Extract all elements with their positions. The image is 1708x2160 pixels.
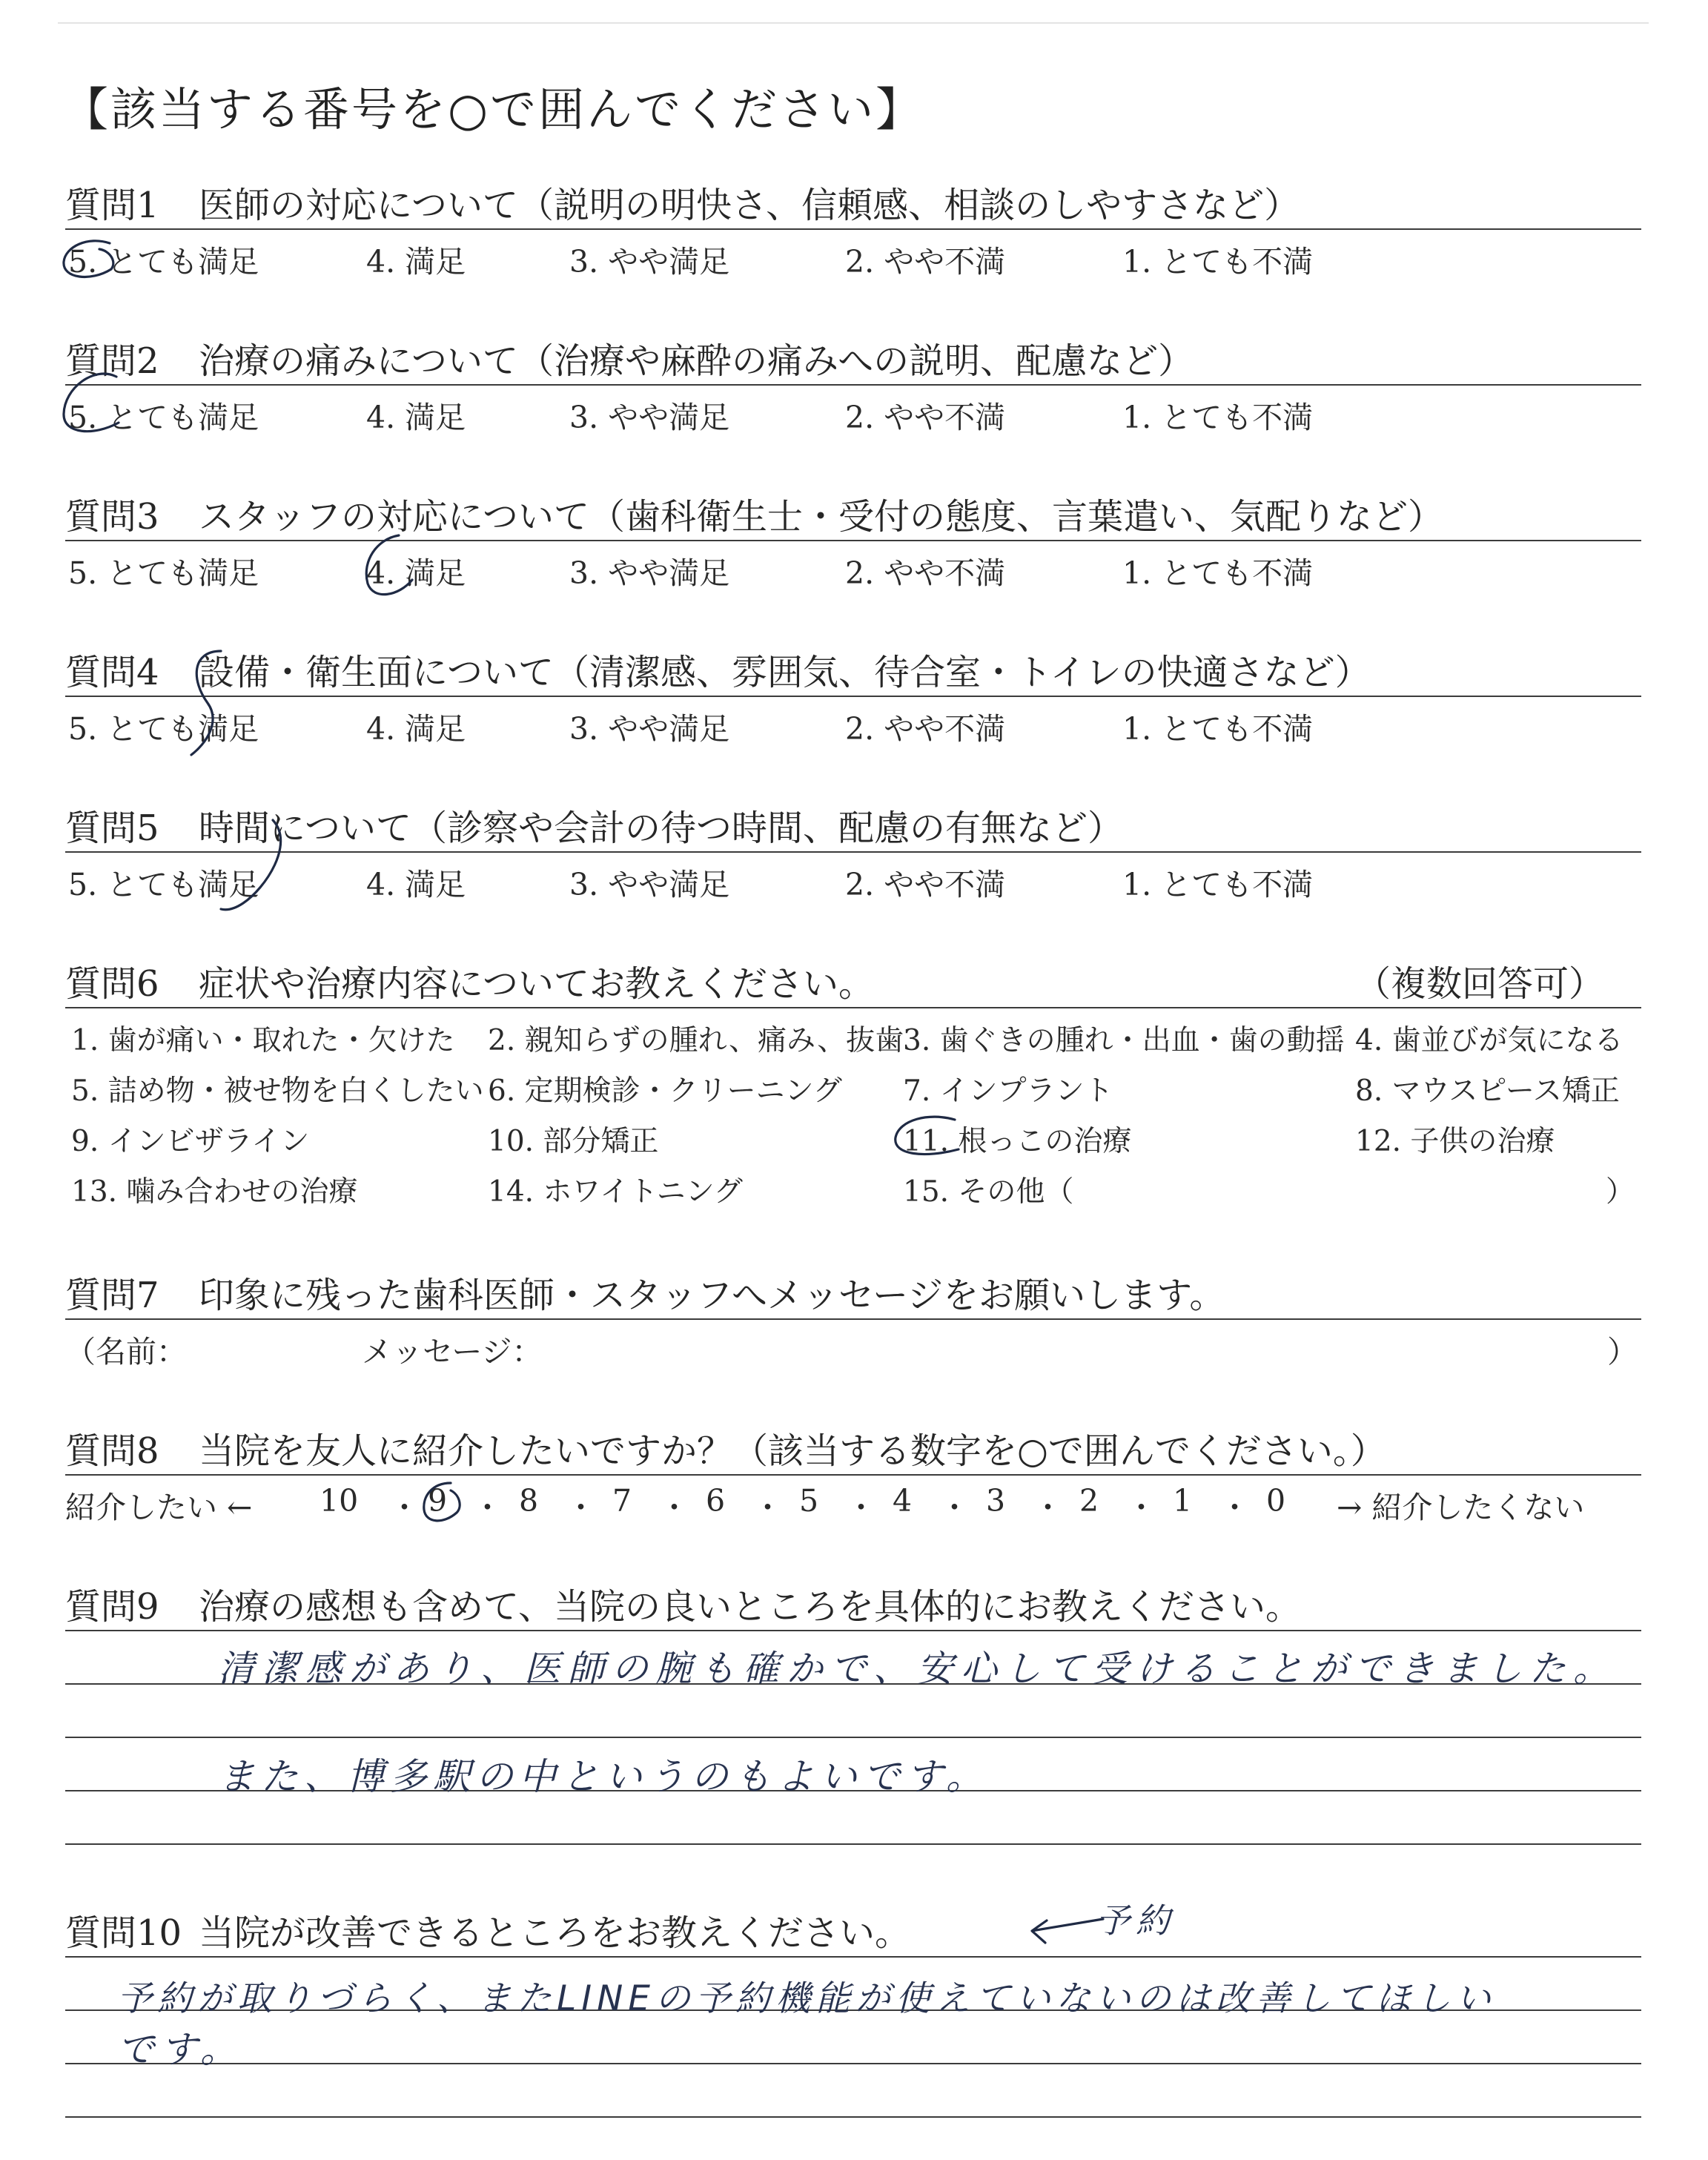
option-1[interactable]: 1. とても不満 [1122,867,1314,902]
question-3 [65,488,1641,629]
symptom-option[interactable]: 4. 歯並びが気になる [1355,1024,1623,1057]
question-text: 当院を友人に紹介したいですか？（該当する数字を○で囲んでください。） [199,1430,1386,1472]
scale-dot: ・ [752,1490,783,1525]
scale-8[interactable]: 8 [519,1483,539,1519]
scale-dot: ・ [389,1490,420,1525]
answer-line [65,1737,1641,1738]
handwritten-insert-note: 予約 [1096,1900,1176,1941]
question-6 [65,955,1641,1222]
option-5[interactable]: 5. とても満足 [68,555,259,591]
question-number: 質問7 [65,1275,159,1316]
scale-dot: ・ [1033,1490,1063,1525]
scale-10[interactable]: 10 [320,1483,359,1519]
divider [65,540,1641,541]
option-3[interactable]: 3. やや満足 [569,555,730,591]
symptom-option[interactable]: 1. 歯が痛い・取れた・欠けた [71,1024,455,1057]
divider [65,1474,1641,1476]
symptom-option[interactable]: 3. 歯ぐきの腫れ・出血・歯の動揺 [903,1024,1345,1057]
other-close-paren: ） [1606,1175,1635,1209]
divider [65,228,1641,230]
option-1[interactable]: 1. とても不満 [1122,711,1314,747]
symptom-option[interactable]: 14. ホワイトニング [488,1175,743,1209]
question-number: 質問6 [65,963,159,1005]
scale-1[interactable]: 1 [1173,1483,1193,1519]
divider [65,1318,1641,1320]
scan-top-edge [58,22,1649,24]
divider [65,1007,1641,1008]
question-9 [65,1578,1641,1860]
question-text: スタッフの対応について（歯科衛生士・受付の態度、言葉遣い、気配りなど） [199,496,1444,538]
question-text: 時間について（診察や会計の待つ時間、配慮の有無など） [199,807,1124,849]
symptom-option[interactable]: 11. 根っこの治療 [903,1125,1132,1158]
option-5[interactable]: 5. とても満足 [68,244,259,280]
recommend-left-label: 紹介したい ← [65,1490,253,1525]
option-2[interactable]: 2. やや不満 [845,711,1006,747]
name-label: （名前： [65,1334,187,1370]
symptom-option[interactable]: 9. インビザライン [71,1125,310,1158]
option-4[interactable]: 4. 満足 [366,555,466,591]
question-1 [65,176,1641,317]
message-close-paren: ） [1607,1334,1638,1370]
option-3[interactable]: 3. やや満足 [569,867,730,902]
scale-dot: ・ [1126,1490,1156,1525]
symptom-option[interactable]: 5. 詰め物・被せ物を白くしたい [71,1074,484,1108]
option-3[interactable]: 3. やや満足 [569,711,730,747]
scale-dot: ・ [472,1490,503,1525]
option-4[interactable]: 4. 満足 [366,867,466,902]
option-3[interactable]: 3. やや満足 [569,400,730,435]
question-number: 質問10 [65,1912,182,1954]
option-2[interactable]: 2. やや不満 [845,244,1006,280]
option-2[interactable]: 2. やや不満 [845,867,1006,902]
question-text: 症状や治療内容についてお教えください。 [199,963,875,1005]
question-text: 設備・衛生面について（清潔感、雰囲気、待合室・トイレの快適さなど） [199,652,1371,693]
question-text: 治療の痛みについて（治療や麻酔の痛みへの説明、配慮など） [199,340,1194,382]
message-label: メッセージ： [362,1334,543,1370]
option-1[interactable]: 1. とても不満 [1122,244,1314,280]
option-3[interactable]: 3. やや満足 [569,244,730,280]
scale-7[interactable]: 7 [612,1483,632,1519]
handwritten-answer-line: また、博多駅の中というのもよいです。 [218,1755,989,1798]
handwritten-answer-line: 清潔感があり、医師の腕も確かで、安心して受けることができました。 [218,1648,1618,1690]
scale-dot: ・ [846,1490,876,1525]
form-instruction: 【該当する番号を○で囲んでください】 [62,82,924,136]
option-4[interactable]: 4. 満足 [366,244,466,280]
scale-4[interactable]: 4 [893,1483,913,1519]
option-4[interactable]: 4. 満足 [366,400,466,435]
symptom-option[interactable]: 15. その他（ [903,1175,1074,1209]
divider [65,384,1641,386]
option-5[interactable]: 5. とても満足 [68,867,259,902]
scale-2[interactable]: 2 [1079,1483,1099,1519]
question-text: 当院が改善できるところをお教えください。 [199,1912,911,1954]
divider [65,696,1641,697]
question-number: 質問2 [65,340,159,382]
scale-6[interactable]: 6 [706,1483,726,1519]
question-number: 質問3 [65,496,159,538]
question-2 [65,332,1641,473]
symptom-option[interactable]: 12. 子供の治療 [1355,1125,1555,1158]
scale-dot: ・ [939,1490,970,1525]
answer-line [65,2116,1641,2118]
option-5[interactable]: 5. とても満足 [68,711,259,747]
recommend-right-label: → 紹介したくない [1337,1490,1585,1525]
question-text: 印象に残った歯科医師・スタッフへメッセージをお願いします。 [199,1275,1225,1316]
scale-dot: ・ [566,1490,596,1525]
scale-3[interactable]: 3 [986,1483,1006,1519]
question-text: 治療の感想も含めて、当院の良いところを具体的にお教えください。 [199,1586,1302,1628]
question-number: 質問9 [65,1586,159,1628]
symptom-option[interactable]: 13. 噛み合わせの治療 [71,1175,358,1209]
scale-9[interactable]: 9 [428,1483,448,1519]
answer-line [65,1843,1641,1845]
symptom-option[interactable]: 2. 親知らずの腫れ、痛み、抜歯 [488,1024,904,1057]
scale-dot: ・ [1219,1490,1250,1525]
question-8 [65,1422,1641,1533]
question-number: 質問5 [65,807,159,849]
question-4 [65,644,1641,785]
option-2[interactable]: 2. やや不満 [845,555,1006,591]
divider [65,1956,1641,1958]
symptom-option[interactable]: 6. 定期検診・クリーニング [488,1074,842,1108]
symptom-option[interactable]: 8. マウスピース矯正 [1355,1074,1620,1108]
symptom-option[interactable]: 10. 部分矯正 [488,1125,659,1158]
scale-0[interactable]: 0 [1266,1483,1286,1519]
multiple-answer-note: （複数回答可） [1355,963,1605,1005]
answer-line [65,2063,1641,2064]
divider [65,1630,1641,1631]
scale-dot: ・ [659,1490,689,1525]
symptom-option[interactable]: 7. インプラント [903,1074,1113,1108]
question-number: 質問1 [65,185,159,226]
handwritten-answer-line: です。 [117,2028,243,2071]
option-2[interactable]: 2. やや不満 [845,400,1006,435]
option-4[interactable]: 4. 満足 [366,711,466,747]
question-number: 質問4 [65,652,159,693]
question-5 [65,799,1641,940]
scale-5[interactable]: 5 [799,1483,819,1519]
option-1[interactable]: 1. とても不満 [1122,400,1314,435]
handwritten-answer-line: 予約が取りづらく、またLINEの予約機能が使えていないのは改善してほしい [117,1978,1496,2019]
option-5[interactable]: 5. とても満足 [68,400,259,435]
question-7 [65,1266,1641,1378]
question-10 [65,1900,1641,2156]
divider [65,851,1641,853]
question-text: 医師の対応について（説明の明快さ、信頼感、相談のしやすさなど） [199,185,1300,226]
question-number: 質問8 [65,1430,159,1472]
option-1[interactable]: 1. とても不満 [1122,555,1314,591]
